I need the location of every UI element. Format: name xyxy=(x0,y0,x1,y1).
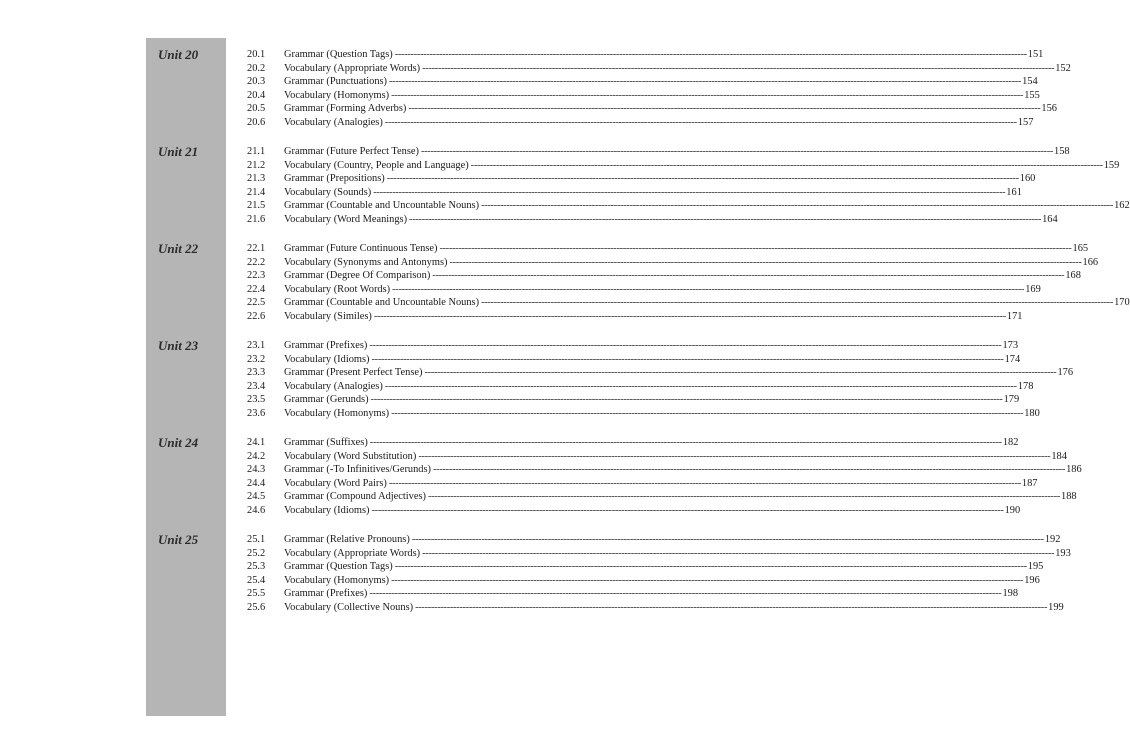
dot-leader: -------------------------------------------------------------------------------------------------------------------------------------------------------------------------------------------------------- xyxy=(373,310,1006,322)
toc-entry[interactable] xyxy=(247,269,1081,283)
toc-entry[interactable] xyxy=(247,62,1071,76)
entry-page-number: 161 xyxy=(1006,186,1022,198)
entry-leader-line xyxy=(284,560,1044,574)
entry-number: 23.6 xyxy=(247,407,266,419)
toc-entry[interactable] xyxy=(247,463,1082,477)
entry-title: Grammar (Compound Adjectives) xyxy=(284,491,426,502)
dot-leader: -------------------------------------------------------------------------------------------------------------------------------------------------------------------------------------------------------- xyxy=(386,173,1019,184)
entry-number: 20.3 xyxy=(247,76,266,87)
entry-title: Vocabulary (Word Pairs) xyxy=(284,477,387,489)
entry-leader-line xyxy=(284,587,1019,601)
dot-leader: -------------------------------------------------------------------------------------------------------------------------------------------------------------------------------------------------------- xyxy=(432,270,1065,281)
toc-entry[interactable] xyxy=(247,145,1070,159)
entry-number: 21.2 xyxy=(247,159,266,171)
entry-title: Grammar (-To Infinitives/Gerunds) xyxy=(284,464,432,475)
entry-number: 20.5 xyxy=(247,103,266,114)
entry-leader-line xyxy=(284,533,1061,547)
entry-title: Vocabulary (Homonyms) xyxy=(284,574,390,586)
entry-leader-line xyxy=(284,186,1022,200)
entry-page-number: 171 xyxy=(1006,310,1023,322)
entry-title: Vocabulary (Idioms) xyxy=(284,504,370,516)
toc-entry[interactable] xyxy=(247,296,1130,310)
entry-leader-line xyxy=(284,436,1019,450)
dot-leader: -------------------------------------------------------------------------------------------------------------------------------------------------------------------------------------------------------- xyxy=(433,464,1066,475)
dot-leader: -------------------------------------------------------------------------------------------------------------------------------------------------------------------------------------------------------- xyxy=(470,159,1103,171)
toc-entry[interactable] xyxy=(247,242,1089,256)
entry-number: 21.5 xyxy=(247,200,266,211)
entry-number: 22.5 xyxy=(247,297,266,308)
dot-leader: -------------------------------------------------------------------------------------------------------------------------------------------------------------------------------------------------------- xyxy=(389,76,1022,87)
entry-title: Grammar (Prepositions) xyxy=(284,173,385,184)
entry-leader-line xyxy=(284,213,1058,227)
entry-title: Vocabulary (Root Words) xyxy=(284,283,391,295)
toc-entry[interactable] xyxy=(247,601,1064,615)
toc-entry[interactable] xyxy=(247,283,1041,297)
entry-page-number: 168 xyxy=(1065,270,1081,281)
entry-leader-line xyxy=(284,296,1130,310)
unit-sidebar xyxy=(146,38,226,716)
entry-number: 22.6 xyxy=(247,310,266,322)
dot-leader: -------------------------------------------------------------------------------------------------------------------------------------------------------------------------------------------------------- xyxy=(394,49,1027,60)
entry-leader-line xyxy=(284,490,1077,504)
entry-number: 25.1 xyxy=(247,534,266,545)
entry-page-number: 178 xyxy=(1017,380,1034,392)
entry-title: Vocabulary (Appropriate Words) xyxy=(284,62,421,74)
dot-leader: -------------------------------------------------------------------------------------------------------------------------------------------------------------------------------------------------------- xyxy=(384,380,1017,392)
entry-page-number: 169 xyxy=(1025,283,1041,295)
dot-leader: -------------------------------------------------------------------------------------------------------------------------------------------------------------------------------------------------------- xyxy=(392,283,1025,295)
entry-number: 24.3 xyxy=(247,464,266,475)
entry-title: Vocabulary (Synonyms and Antonyms) xyxy=(284,256,448,268)
entry-number: 24.6 xyxy=(247,504,266,516)
entry-title: Grammar (Future Continuous Tense) xyxy=(284,243,438,254)
toc-entry[interactable] xyxy=(247,48,1044,62)
dot-leader: -------------------------------------------------------------------------------------------------------------------------------------------------------------------------------------------------------- xyxy=(408,103,1041,114)
dot-leader: -------------------------------------------------------------------------------------------------------------------------------------------------------------------------------------------------------- xyxy=(409,213,1042,225)
toc-entry[interactable] xyxy=(247,102,1057,116)
entry-number: 25.3 xyxy=(247,561,266,572)
entry-page-number: 198 xyxy=(1002,588,1019,599)
toc-entry[interactable] xyxy=(247,75,1038,89)
entry-page-number: 157 xyxy=(1017,116,1034,128)
dot-leader: -------------------------------------------------------------------------------------------------------------------------------------------------------------------------------------------------------- xyxy=(422,547,1055,559)
entry-leader-line xyxy=(284,353,1021,367)
entry-leader-line xyxy=(284,477,1038,491)
entry-title: Vocabulary (Homonyms) xyxy=(284,89,390,101)
entry-leader-line xyxy=(284,199,1130,213)
dot-leader: -------------------------------------------------------------------------------------------------------------------------------------------------------------------------------------------------------- xyxy=(373,186,1006,198)
entry-page-number: 180 xyxy=(1024,407,1040,419)
unit-label: Unit 23 xyxy=(158,338,199,353)
toc-entry[interactable] xyxy=(247,353,1021,367)
entry-leader-line xyxy=(284,172,1036,186)
entry-leader-line xyxy=(284,269,1081,283)
toc-entry[interactable] xyxy=(247,560,1044,574)
entry-page-number: 173 xyxy=(1002,340,1019,351)
entry-title: Grammar (Suffixes) xyxy=(284,437,368,448)
entry-number: 21.4 xyxy=(247,186,266,198)
entry-page-number: 174 xyxy=(1004,353,1021,365)
dot-leader: -------------------------------------------------------------------------------------------------------------------------------------------------------------------------------------------------------- xyxy=(422,62,1055,74)
entry-page-number: 159 xyxy=(1103,159,1120,171)
entry-number: 25.2 xyxy=(247,547,266,559)
toc-entry[interactable] xyxy=(247,436,1019,450)
toc-entry[interactable] xyxy=(247,186,1022,200)
dot-leader: -------------------------------------------------------------------------------------------------------------------------------------------------------------------------------------------------------- xyxy=(427,491,1061,502)
entry-title: Grammar (Forming Adverbs) xyxy=(284,103,407,114)
toc-entry[interactable] xyxy=(247,380,1034,394)
entry-number: 25.5 xyxy=(247,588,266,599)
entry-page-number: 190 xyxy=(1004,504,1021,516)
entry-page-number: 166 xyxy=(1082,256,1099,268)
unit-label: Unit 22 xyxy=(158,241,199,256)
toc-entry[interactable] xyxy=(247,574,1040,588)
dot-leader: -------------------------------------------------------------------------------------------------------------------------------------------------------------------------------------------------------- xyxy=(384,116,1017,128)
dot-leader: -------------------------------------------------------------------------------------------------------------------------------------------------------------------------------------------------------- xyxy=(369,437,1002,448)
entry-leader-line xyxy=(284,159,1120,173)
entry-leader-line xyxy=(284,310,1023,324)
entry-title: Grammar (Present Perfect Tense) xyxy=(284,367,423,378)
entry-leader-line xyxy=(284,601,1064,615)
entry-title: Grammar (Future Perfect Tense) xyxy=(284,146,419,157)
entry-leader-line xyxy=(284,366,1074,380)
entry-page-number: 195 xyxy=(1027,561,1044,572)
entry-number: 24.5 xyxy=(247,491,266,502)
entry-page-number: 179 xyxy=(1003,394,1020,405)
entry-title: Grammar (Question Tags) xyxy=(284,49,393,60)
entry-page-number: 193 xyxy=(1055,547,1071,559)
dot-leader: -------------------------------------------------------------------------------------------------------------------------------------------------------------------------------------------------------- xyxy=(449,256,1082,268)
entry-leader-line xyxy=(284,48,1044,62)
entry-number: 20.4 xyxy=(247,89,266,101)
entry-page-number: 184 xyxy=(1051,450,1067,462)
entry-number: 22.3 xyxy=(247,270,266,281)
toc-entry[interactable] xyxy=(247,172,1036,186)
entry-page-number: 160 xyxy=(1019,173,1036,184)
entry-leader-line xyxy=(284,339,1019,353)
toc-entry[interactable] xyxy=(247,159,1120,173)
entry-leader-line xyxy=(284,504,1021,518)
toc-entry[interactable] xyxy=(247,89,1040,103)
entry-title: Grammar (Degree Of Comparison) xyxy=(284,270,431,281)
entry-leader-line xyxy=(284,407,1040,421)
entry-title: Vocabulary (Idioms) xyxy=(284,353,370,365)
entry-title: Grammar (Countable and Uncountable Nouns) xyxy=(284,200,480,211)
dot-leader: -------------------------------------------------------------------------------------------------------------------------------------------------------------------------------------------------------- xyxy=(370,394,1003,405)
entry-page-number: 192 xyxy=(1044,534,1061,545)
entry-title: Vocabulary (Word Substitution) xyxy=(284,450,417,462)
toc-entry[interactable] xyxy=(247,407,1040,421)
entry-title: Grammar (Punctuations) xyxy=(284,76,388,87)
entry-page-number: 165 xyxy=(1072,243,1089,254)
entry-number: 24.1 xyxy=(247,437,266,448)
entry-title: Vocabulary (Appropriate Words) xyxy=(284,547,421,559)
entry-page-number: 199 xyxy=(1048,601,1064,613)
entry-number: 21.1 xyxy=(247,146,266,157)
entry-page-number: 182 xyxy=(1002,437,1019,448)
unit-label: Unit 21 xyxy=(158,144,199,159)
dot-leader: -------------------------------------------------------------------------------------------------------------------------------------------------------------------------------------------------------- xyxy=(418,450,1051,462)
toc-entry[interactable] xyxy=(247,490,1077,504)
entry-title: Vocabulary (Homonyms) xyxy=(284,407,390,419)
entry-leader-line xyxy=(284,380,1034,394)
entry-title: Grammar (Prefixes) xyxy=(284,588,368,599)
dot-leader: -------------------------------------------------------------------------------------------------------------------------------------------------------------------------------------------------------- xyxy=(391,574,1024,586)
entry-number: 24.2 xyxy=(247,450,266,462)
entry-page-number: 164 xyxy=(1042,213,1058,225)
dot-leader: -------------------------------------------------------------------------------------------------------------------------------------------------------------------------------------------------------- xyxy=(371,353,1004,365)
entry-leader-line xyxy=(284,574,1040,588)
toc-entry[interactable] xyxy=(247,450,1067,464)
dot-leader: -------------------------------------------------------------------------------------------------------------------------------------------------------------------------------------------------------- xyxy=(391,407,1024,419)
entry-number: 25.4 xyxy=(247,574,266,586)
toc-entry[interactable] xyxy=(247,310,1023,324)
entry-page-number: 176 xyxy=(1057,367,1074,378)
entry-number: 23.1 xyxy=(247,340,266,351)
entry-number: 23.2 xyxy=(247,353,266,365)
entry-page-number: 156 xyxy=(1041,103,1057,114)
entry-title: Grammar (Relative Pronouns) xyxy=(284,534,410,545)
entry-number: 22.2 xyxy=(247,256,266,268)
toc-entry[interactable] xyxy=(247,116,1034,130)
toc-entry[interactable] xyxy=(247,366,1074,380)
toc-entry[interactable] xyxy=(247,477,1038,491)
entry-leader-line xyxy=(284,62,1071,76)
entry-title: Vocabulary (Similes) xyxy=(284,310,372,322)
dot-leader: -------------------------------------------------------------------------------------------------------------------------------------------------------------------------------------------------------- xyxy=(388,477,1021,489)
entry-page-number: 170 xyxy=(1114,297,1130,308)
entry-leader-line xyxy=(284,145,1070,159)
entry-page-number: 196 xyxy=(1024,574,1040,586)
entry-title: Grammar (Prefixes) xyxy=(284,340,368,351)
entry-leader-line xyxy=(284,393,1020,407)
entry-title: Vocabulary (Country, People and Language) xyxy=(284,159,469,171)
entry-page-number: 158 xyxy=(1054,146,1070,157)
toc-entry[interactable] xyxy=(247,393,1020,407)
entry-title: Grammar (Countable and Uncountable Nouns) xyxy=(284,297,480,308)
entry-title: Vocabulary (Analogies) xyxy=(284,380,383,392)
dot-leader: -------------------------------------------------------------------------------------------------------------------------------------------------------------------------------------------------------- xyxy=(424,367,1057,378)
unit-label: Unit 24 xyxy=(158,435,199,450)
entry-leader-line xyxy=(284,75,1038,89)
dot-leader: -------------------------------------------------------------------------------------------------------------------------------------------------------------------------------------------------------- xyxy=(420,146,1054,157)
toc-entry[interactable] xyxy=(247,199,1130,213)
entry-number: 22.4 xyxy=(247,283,266,295)
unit-label: Unit 25 xyxy=(158,532,199,547)
entry-number: 20.6 xyxy=(247,116,266,128)
entry-leader-line xyxy=(284,116,1034,130)
entry-leader-line xyxy=(284,256,1099,270)
dot-leader: -------------------------------------------------------------------------------------------------------------------------------------------------------------------------------------------------------- xyxy=(394,561,1027,572)
toc-entry[interactable] xyxy=(247,504,1021,518)
entry-leader-line xyxy=(284,89,1040,103)
dot-leader: -------------------------------------------------------------------------------------------------------------------------------------------------------------------------------------------------------- xyxy=(371,504,1004,516)
dot-leader: -------------------------------------------------------------------------------------------------------------------------------------------------------------------------------------------------------- xyxy=(369,340,1002,351)
toc-entry[interactable] xyxy=(247,533,1061,547)
entry-number: 24.4 xyxy=(247,477,266,489)
entry-title: Vocabulary (Collective Nouns) xyxy=(284,601,414,613)
entry-title: Grammar (Gerunds) xyxy=(284,394,369,405)
dot-leader: -------------------------------------------------------------------------------------------------------------------------------------------------------------------------------------------------------- xyxy=(481,200,1114,211)
entry-page-number: 151 xyxy=(1027,49,1044,60)
entry-leader-line xyxy=(284,547,1071,561)
entry-number: 22.1 xyxy=(247,243,266,254)
dot-leader: -------------------------------------------------------------------------------------------------------------------------------------------------------------------------------------------------------- xyxy=(415,601,1048,613)
toc-entry[interactable] xyxy=(247,256,1099,270)
entry-page-number: 152 xyxy=(1055,62,1071,74)
entry-title: Vocabulary (Sounds) xyxy=(284,186,372,198)
toc-entry[interactable] xyxy=(247,213,1058,227)
entry-page-number: 188 xyxy=(1061,491,1077,502)
dot-leader: -------------------------------------------------------------------------------------------------------------------------------------------------------------------------------------------------------- xyxy=(411,534,1044,545)
entry-leader-line xyxy=(284,450,1067,464)
toc-entry[interactable] xyxy=(247,587,1019,601)
entry-page-number: 155 xyxy=(1024,89,1040,101)
entry-page-number: 154 xyxy=(1022,76,1038,87)
entry-leader-line xyxy=(284,283,1041,297)
entry-leader-line xyxy=(284,463,1082,477)
entry-page-number: 187 xyxy=(1021,477,1038,489)
entry-title: Vocabulary (Analogies) xyxy=(284,116,383,128)
entry-leader-line xyxy=(284,102,1057,116)
entry-title: Vocabulary (Word Meanings) xyxy=(284,213,408,225)
entry-number: 23.4 xyxy=(247,380,266,392)
entry-number: 20.1 xyxy=(247,49,266,60)
entry-number: 23.5 xyxy=(247,394,266,405)
toc-entry[interactable] xyxy=(247,339,1019,353)
entry-leader-line xyxy=(284,242,1089,256)
dot-leader: -------------------------------------------------------------------------------------------------------------------------------------------------------------------------------------------------------- xyxy=(439,243,1072,254)
toc-entry[interactable] xyxy=(247,547,1071,561)
unit-label: Unit 20 xyxy=(158,47,199,62)
entry-number: 25.6 xyxy=(247,601,266,613)
dot-leader: -------------------------------------------------------------------------------------------------------------------------------------------------------------------------------------------------------- xyxy=(481,297,1114,308)
entry-number: 21.3 xyxy=(247,173,266,184)
entry-number: 23.3 xyxy=(247,367,266,378)
entry-number: 21.6 xyxy=(247,213,266,225)
entry-page-number: 162 xyxy=(1114,200,1130,211)
entry-title: Grammar (Question Tags) xyxy=(284,561,393,572)
entry-page-number: 186 xyxy=(1066,464,1082,475)
entry-number: 20.2 xyxy=(247,62,266,74)
dot-leader: -------------------------------------------------------------------------------------------------------------------------------------------------------------------------------------------------------- xyxy=(369,588,1002,599)
dot-leader: -------------------------------------------------------------------------------------------------------------------------------------------------------------------------------------------------------- xyxy=(391,89,1024,101)
